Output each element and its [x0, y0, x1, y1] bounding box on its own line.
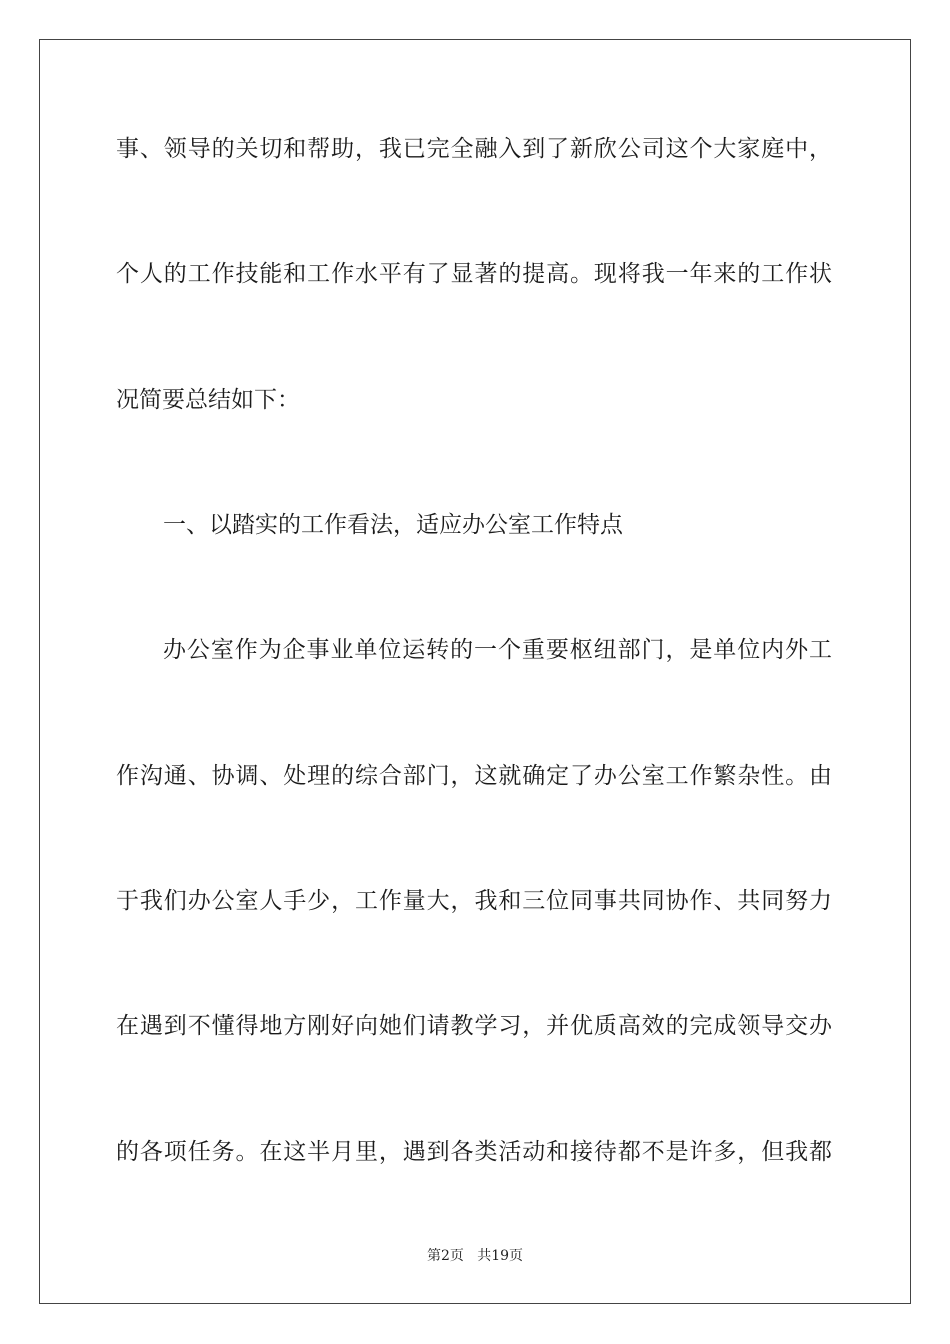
section-heading: 一、以踏实的工作看法，适应办公室工作特点: [163, 512, 623, 538]
page-number-footer: 第2页 共19页: [426, 1248, 524, 1264]
body-line-5: 办公室作为企事业单位运转的一个重要枢纽部门，是单位内外工: [163, 637, 832, 663]
body-line-1: 事、领导的关切和帮助，我已完全融入到了新欣公司这个大家庭中，: [116, 136, 832, 162]
body-line-6: 作沟通、协调、处理的综合部门，这就确定了办公室工作繁杂性。由: [116, 763, 832, 789]
body-line-8: 在遇到不懂得地方刚好向她们请教学习，并优质高效的完成领导交办: [116, 1013, 832, 1039]
body-line-7: 于我们办公室人手少，工作量大，我和三位同事共同协作、共同努力: [116, 888, 832, 914]
body-line-9: 的各项任务。在这半月里，遇到各类活动和接待都不是许多，但我都: [116, 1139, 832, 1165]
page-frame: [39, 39, 911, 1304]
body-line-2: 个人的工作技能和工作水平有了显著的提高。现将我一年来的工作状: [116, 261, 832, 287]
body-line-3: 况简要总结如下：: [116, 387, 300, 413]
